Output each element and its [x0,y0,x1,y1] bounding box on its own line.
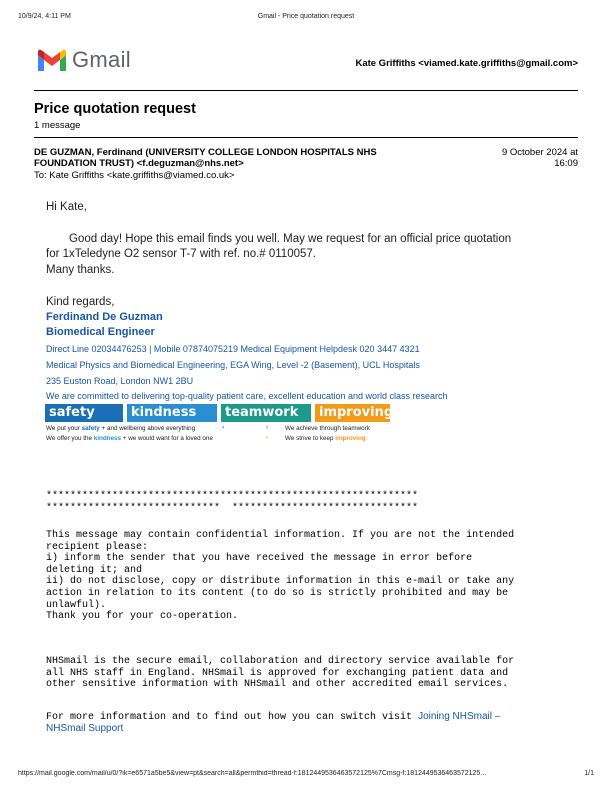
signature-motto: We are committed to delivering top-quality patient care, excellent education and world class research [46,391,448,401]
banner-segment [45,404,123,422]
thread-subject: Price quotation request [34,101,196,117]
date-line-2: 16:09 [554,158,578,169]
print-datetime: 10/9/24, 4:11 PM [18,13,71,20]
message-date [458,147,578,169]
values-tagline-1b: We achieve through teamwork [285,425,370,432]
values-tagline-1a: We put your safety + and wellbeing above everything [46,425,196,432]
chevron-icon: › [266,424,269,431]
banner-segment [221,404,311,422]
signature-phone: Direct Line 02034476253 | Mobile 07874075219 Medical Equipment Helpdesk 020 3447 4321 [46,344,420,354]
date-line-1: 9 October 2024 at [501,147,578,158]
nhsmail-support-link[interactable]: NHSmail Support [46,723,124,734]
banner-label: kindness [131,405,197,420]
sender-line-1: DE GUZMAN, Ferdinand (UNIVERSITY COLLEGE LONDON HOSPITALS NHS [34,147,377,158]
print-url: https://mail.google.com/mail/u/0/?ik=e6571a5be5&view=pt&search=all&permthid=thread-f:1812449536463572125%7Cmsg-f:1812449536463572125... [18,770,487,777]
disclaimer-stars-1: ************************************************************** [46,491,419,502]
page-number: 1/1 [584,770,594,777]
thanks: Many thanks. [46,264,115,276]
chevron-icon: › [266,434,269,441]
disclaimer-text: This message may contain confidential information. If you are not the intended recipient please: i) inform the sender that you have received the message in error before deleting it; and ii) do not disclose, copy or distribute information in this e-mail or take any action in relation to its content (to do so is strictly prohibited and may be unlawful). Thank you for your co-operation. [46,530,515,623]
signature-address: 235 Euston Road, London NW1 2BU [46,376,194,386]
greeting: Hi Kate, [46,201,87,213]
kind-regards: Kind regards, [46,296,115,308]
more-info-text: For more information and to find out how you can switch visit [46,712,419,723]
signature-name: Ferdinand De Guzman [46,311,163,323]
banner-segment [127,404,217,422]
signature-department: Medical Physics and Biomedical Engineering, EGA Wing, Level -2 (Basement), UCL Hospitals [46,360,420,370]
nhsmail-link[interactable]: Joining NHSmail – [418,711,501,722]
sender [34,147,424,169]
banner-label: improving [319,405,394,420]
divider [34,90,578,91]
nhsmail-notice: NHSmail is the secure email, collaboration and directory service available for all NHS staff in England. NHSmail is approved for exchanging patient data and other sensitive information with NHSmail and other accredited email services. [46,656,515,691]
banner-label: safety [49,405,95,420]
banner-segment [315,404,394,422]
gmail-logo[interactable] [36,47,142,77]
signature-role: Biomedical Engineer [46,326,155,338]
body-line-2: for 1xTeledyne O2 sensor T-7 with ref. no.# 0110057. [46,248,316,260]
divider [34,137,578,138]
recipient: To: Kate Griffiths <kate.griffiths@viamed.co.uk> [34,170,235,181]
print-title: Gmail - Price quotation request [257,13,355,20]
message-count: 1 message [34,120,81,131]
sender-line-2: FOUNDATION TRUST) <f.deguzman@nhs.net> [34,158,244,169]
values-banner [45,404,394,422]
body-line-1: Good day! Hope this email finds you well. May we request for an official price quotation [69,233,512,245]
gmail-wordmark: Gmail [72,47,131,72]
account-email: Kate Griffiths <viamed.kate.griffiths@gmail.com> [355,58,578,69]
values-tagline-2b: We strive to keep improving [285,435,366,442]
chevron-icon: › [222,424,225,431]
gmail-m-icon [36,49,68,73]
more-info [46,711,500,724]
values-tagline-2a: We offer you the kindness + we would want for a loved one [46,435,213,442]
disclaimer-stars-2: ***************************** ******************************* [46,503,419,514]
banner-label: teamwork [225,405,299,420]
